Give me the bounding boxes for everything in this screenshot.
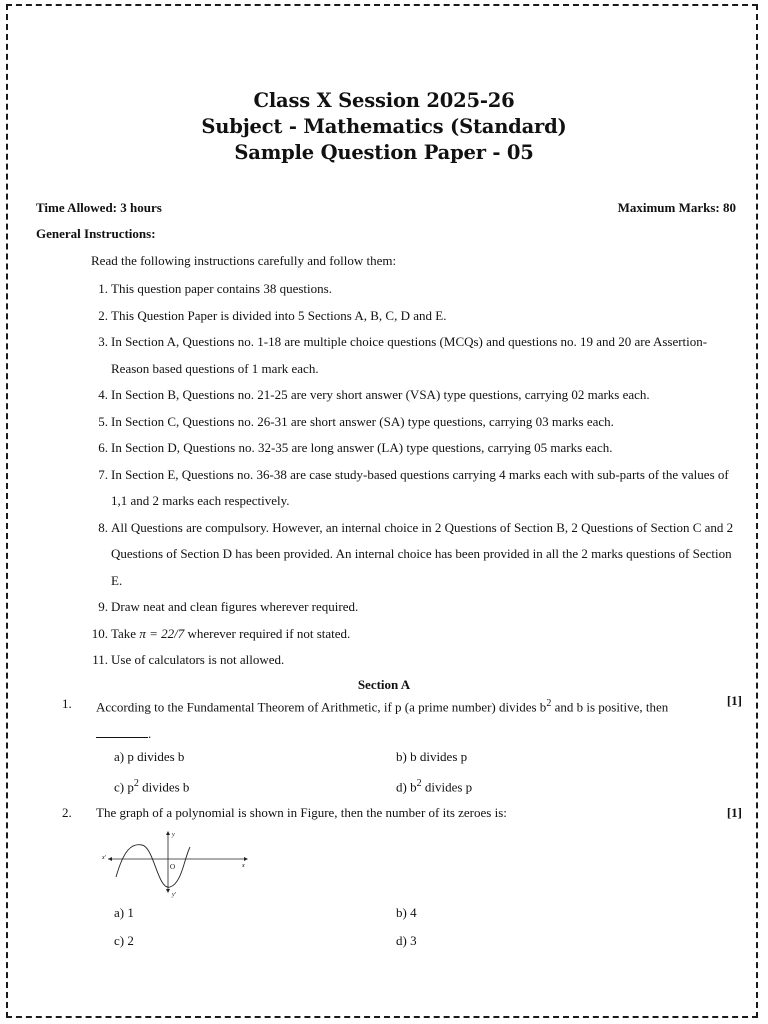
general-instructions-title: General Instructions:: [36, 226, 156, 241]
question-marks: [1]: [726, 693, 742, 708]
question-number: 2.: [62, 805, 72, 820]
maximum-marks: Maximum Marks: 80: [617, 200, 736, 215]
option-a[interactable]: a) 1: [114, 905, 134, 920]
option-d[interactable]: d) $b^2$ divides p: [396, 778, 473, 795]
question-text: The graph of a polynomial is shown in Figure, then the number of its zeroes is:: [96, 805, 507, 820]
option-d[interactable]: d) 3: [396, 933, 417, 948]
header-paper: Sample Question Paper - 05: [234, 141, 534, 164]
question-2: [62, 805, 742, 827]
instruction-item: 5. In Section C, Questions no. 26-31 are short answer (SA) type questions, carrying 03 marks each.: [98, 413, 614, 429]
option-b[interactable]: b) 4: [396, 905, 417, 920]
instructions-intro: Read the following instructions carefully and follow them:: [91, 253, 397, 268]
instruction-item: 10. Take π = 22/7 wherever required if not stated.: [91, 625, 351, 641]
instruction-item: 1. This question paper contains 38 questions.: [98, 281, 332, 296]
x-axis-arrow: [244, 857, 248, 861]
pi-formula: π = 22/7: [139, 625, 185, 641]
y-label: y: [172, 832, 175, 838]
question-number: 1.: [62, 696, 72, 711]
instruction-item: 11. Use of calculators is not allowed.: [92, 652, 285, 667]
header-session: Class X Session 2025-26: [253, 89, 515, 112]
instruction-list: [66, 276, 742, 674]
option-c[interactable]: c) 2: [114, 933, 134, 948]
x-prime-label: x': [102, 855, 106, 861]
y-axis-arrow: [166, 831, 170, 835]
question-1: [62, 693, 742, 746]
instruction-item: 2. This Question Paper is divided into 5 Sections A, B, C, D and E.: [98, 307, 447, 323]
x-label: x: [242, 863, 245, 869]
polynomial-graph-figure: [102, 829, 252, 899]
header-subject: Subject - Mathematics (Standard): [201, 115, 567, 138]
section-a-title: Section A: [357, 677, 411, 692]
question-text: According to the Fundamental Theorem of Arithmetic, if p (a prime number) divides $b^2$ and b is positive, then .: [96, 698, 669, 742]
y-prime-label: y': [172, 892, 176, 898]
origin-label: O: [170, 863, 176, 871]
instruction-item: 8. All Questions are compulsory. However, an internal choice in 2 Questions of Section B, 2 Questions of Section C and 2 Questions of Section D has been provided. An internal choice has been provided in all the 2 marks questions of Section E.: [98, 519, 734, 588]
instruction-item: 3. In Section A, Questions no. 1-18 are multiple choice questions (MCQs) and questions no. 19 and 20 are Assertion-Reason based questions of 1 mark each.: [98, 334, 708, 376]
option-c[interactable]: c) $p^2$ divides b: [114, 778, 190, 795]
time-allowed: Time Allowed: 3 hours: [36, 200, 162, 215]
x-axis-arrow-left: [108, 857, 112, 861]
exam-meta: [36, 200, 736, 216]
instruction-item: 6. In Section D, Questions no. 32-35 are long answer (LA) type questions, carrying 05 marks each.: [98, 440, 613, 455]
y-axis-arrow-down: [166, 889, 170, 893]
instruction-item: 4. In Section B, Questions no. 21-25 are very short answer (VSA) type questions, carrying 02 marks each.: [98, 387, 650, 402]
answer-blank: [96, 727, 148, 738]
page-border: [6, 4, 758, 1018]
polynomial-curve: [116, 845, 190, 888]
option-b[interactable]: b) b divides p: [396, 749, 468, 764]
paper-header: [8, 88, 760, 166]
question-marks: [1]: [726, 805, 742, 820]
option-a[interactable]: a) p divides b: [114, 749, 185, 764]
instruction-item: 7. In Section E, Questions no. 36-38 are case study-based questions carrying 4 marks each with sub-parts of the values of 1,1 and 2 marks each respectively.: [98, 466, 729, 508]
instruction-item: 9. Draw neat and clean figures wherever required.: [98, 599, 359, 614]
